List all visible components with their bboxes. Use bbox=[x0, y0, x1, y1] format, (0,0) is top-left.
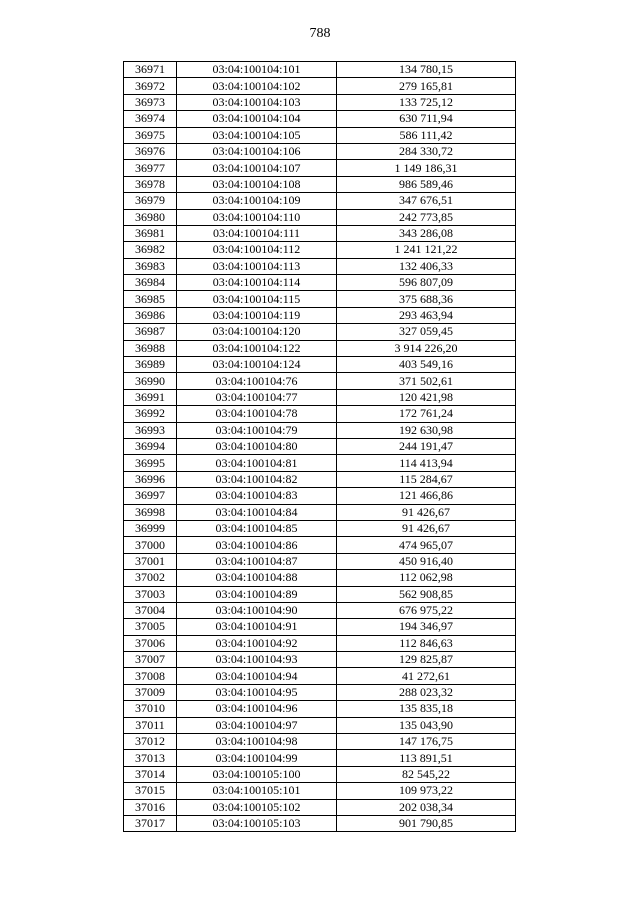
row-number-cell: 37010 bbox=[124, 701, 177, 717]
table-row bbox=[124, 324, 516, 340]
table-row bbox=[124, 143, 516, 159]
row-number-cell: 36974 bbox=[124, 111, 177, 127]
table-row bbox=[124, 193, 516, 209]
cadastral-value-cell: 986 589,46 bbox=[337, 176, 516, 192]
row-number-cell: 36971 bbox=[124, 62, 177, 78]
table-row bbox=[124, 635, 516, 651]
row-number-cell: 36979 bbox=[124, 193, 177, 209]
cadastral-value-cell: 172 761,24 bbox=[337, 406, 516, 422]
cadastral-value-cell: 121 466,86 bbox=[337, 488, 516, 504]
table-row bbox=[124, 62, 516, 78]
cadastral-value-cell: 133 725,12 bbox=[337, 94, 516, 110]
cadastral-number-cell: 03:04:100104:124 bbox=[177, 357, 337, 373]
cadastral-number-cell: 03:04:100104:102 bbox=[177, 78, 337, 94]
cadastral-number-cell: 03:04:100104:106 bbox=[177, 143, 337, 159]
row-number-cell: 36981 bbox=[124, 225, 177, 241]
cadastral-number-cell: 03:04:100104:82 bbox=[177, 471, 337, 487]
row-number-cell: 37004 bbox=[124, 602, 177, 618]
table-row bbox=[124, 111, 516, 127]
cadastral-value-cell: 115 284,67 bbox=[337, 471, 516, 487]
cadastral-number-cell: 03:04:100104:122 bbox=[177, 340, 337, 356]
table-row bbox=[124, 258, 516, 274]
cadastral-value-cell: 1 241 121,22 bbox=[337, 242, 516, 258]
row-number-cell: 36986 bbox=[124, 307, 177, 323]
cadastral-value-cell: 450 916,40 bbox=[337, 553, 516, 569]
table-row bbox=[124, 570, 516, 586]
cadastral-value-cell: 630 711,94 bbox=[337, 111, 516, 127]
row-number-cell: 37005 bbox=[124, 619, 177, 635]
cadastral-value-cell: 112 846,63 bbox=[337, 635, 516, 651]
cadastral-number-cell: 03:04:100105:101 bbox=[177, 783, 337, 799]
table-row bbox=[124, 537, 516, 553]
cadastral-number-cell: 03:04:100104:101 bbox=[177, 62, 337, 78]
cadastral-value-cell: 135 043,90 bbox=[337, 717, 516, 733]
table-row bbox=[124, 291, 516, 307]
cadastral-value-cell: 403 549,16 bbox=[337, 357, 516, 373]
cadastral-value-cell: 242 773,85 bbox=[337, 209, 516, 225]
row-number-cell: 36978 bbox=[124, 176, 177, 192]
row-number-cell: 37003 bbox=[124, 586, 177, 602]
cadastral-number-cell: 03:04:100104:77 bbox=[177, 389, 337, 405]
cadastral-number-cell: 03:04:100105:103 bbox=[177, 815, 337, 831]
cadastral-value-cell: 676 975,22 bbox=[337, 602, 516, 618]
cadastral-number-cell: 03:04:100104:86 bbox=[177, 537, 337, 553]
cadastral-number-cell: 03:04:100104:90 bbox=[177, 602, 337, 618]
row-number-cell: 37017 bbox=[124, 815, 177, 831]
table-row bbox=[124, 422, 516, 438]
table-row bbox=[124, 815, 516, 831]
row-number-cell: 36993 bbox=[124, 422, 177, 438]
cadastral-number-cell: 03:04:100104:88 bbox=[177, 570, 337, 586]
table-row bbox=[124, 275, 516, 291]
row-number-cell: 36985 bbox=[124, 291, 177, 307]
cadastral-value-cell: 327 059,45 bbox=[337, 324, 516, 340]
cadastral-number-cell: 03:04:100104:78 bbox=[177, 406, 337, 422]
row-number-cell: 37015 bbox=[124, 783, 177, 799]
row-number-cell: 37000 bbox=[124, 537, 177, 553]
cadastral-value-cell: 192 630,98 bbox=[337, 422, 516, 438]
cadastral-number-cell: 03:04:100104:99 bbox=[177, 750, 337, 766]
row-number-cell: 36994 bbox=[124, 438, 177, 454]
cadastral-number-cell: 03:04:100104:89 bbox=[177, 586, 337, 602]
table-row bbox=[124, 340, 516, 356]
table-row bbox=[124, 160, 516, 176]
cadastral-value-cell: 293 463,94 bbox=[337, 307, 516, 323]
row-number-cell: 36990 bbox=[124, 373, 177, 389]
table-row bbox=[124, 701, 516, 717]
cadastral-number-cell: 03:04:100104:108 bbox=[177, 176, 337, 192]
row-number-cell: 36980 bbox=[124, 209, 177, 225]
table-row bbox=[124, 553, 516, 569]
cadastral-value-cell: 132 406,33 bbox=[337, 258, 516, 274]
row-number-cell: 36977 bbox=[124, 160, 177, 176]
cadastral-value-cell: 279 165,81 bbox=[337, 78, 516, 94]
table-row bbox=[124, 209, 516, 225]
table-row bbox=[124, 504, 516, 520]
table-row bbox=[124, 602, 516, 618]
cadastral-number-cell: 03:04:100104:92 bbox=[177, 635, 337, 651]
row-number-cell: 36972 bbox=[124, 78, 177, 94]
cadastral-value-cell: 91 426,67 bbox=[337, 520, 516, 536]
cadastral-number-cell: 03:04:100104:85 bbox=[177, 520, 337, 536]
row-number-cell: 36983 bbox=[124, 258, 177, 274]
cadastral-value-cell: 596 807,09 bbox=[337, 275, 516, 291]
row-number-cell: 37011 bbox=[124, 717, 177, 733]
table-row bbox=[124, 586, 516, 602]
table-row bbox=[124, 799, 516, 815]
table-row bbox=[124, 488, 516, 504]
row-number-cell: 37002 bbox=[124, 570, 177, 586]
table-row bbox=[124, 455, 516, 471]
cadastral-value-cell: 1 149 186,31 bbox=[337, 160, 516, 176]
cadastral-number-cell: 03:04:100104:119 bbox=[177, 307, 337, 323]
cadastral-value-cell: 3 914 226,20 bbox=[337, 340, 516, 356]
table-row bbox=[124, 389, 516, 405]
row-number-cell: 36997 bbox=[124, 488, 177, 504]
table-row bbox=[124, 783, 516, 799]
cadastral-value-cell: 474 965,07 bbox=[337, 537, 516, 553]
table-row bbox=[124, 373, 516, 389]
cadastral-number-cell: 03:04:100104:83 bbox=[177, 488, 337, 504]
table-row bbox=[124, 127, 516, 143]
cadastral-number-cell: 03:04:100104:91 bbox=[177, 619, 337, 635]
cadastral-value-cell: 562 908,85 bbox=[337, 586, 516, 602]
table-row bbox=[124, 357, 516, 373]
table-body bbox=[124, 62, 516, 832]
cadastral-number-cell: 03:04:100104:111 bbox=[177, 225, 337, 241]
row-number-cell: 36988 bbox=[124, 340, 177, 356]
table-row bbox=[124, 717, 516, 733]
cadastral-number-cell: 03:04:100104:114 bbox=[177, 275, 337, 291]
cadastral-number-cell: 03:04:100104:112 bbox=[177, 242, 337, 258]
row-number-cell: 36996 bbox=[124, 471, 177, 487]
row-number-cell: 36995 bbox=[124, 455, 177, 471]
cadastral-value-cell: 586 111,42 bbox=[337, 127, 516, 143]
page-number: 788 bbox=[309, 26, 331, 41]
row-number-cell: 36992 bbox=[124, 406, 177, 422]
cadastral-value-cell: 343 286,08 bbox=[337, 225, 516, 241]
row-number-cell: 36999 bbox=[124, 520, 177, 536]
cadastral-value-cell: 41 272,61 bbox=[337, 668, 516, 684]
row-number-cell: 37008 bbox=[124, 668, 177, 684]
row-number-cell: 36973 bbox=[124, 94, 177, 110]
cadastral-number-cell: 03:04:100104:93 bbox=[177, 652, 337, 668]
table-row bbox=[124, 750, 516, 766]
table-row bbox=[124, 734, 516, 750]
table-row bbox=[124, 94, 516, 110]
row-number-cell: 36987 bbox=[124, 324, 177, 340]
cadastral-value-cell: 371 502,61 bbox=[337, 373, 516, 389]
table-row bbox=[124, 766, 516, 782]
row-number-cell: 37009 bbox=[124, 684, 177, 700]
cadastral-number-cell: 03:04:100104:81 bbox=[177, 455, 337, 471]
cadastral-value-cell: 288 023,32 bbox=[337, 684, 516, 700]
cadastral-value-cell: 135 835,18 bbox=[337, 701, 516, 717]
cadastral-number-cell: 03:04:100104:95 bbox=[177, 684, 337, 700]
cadastral-number-cell: 03:04:100104:98 bbox=[177, 734, 337, 750]
table-row bbox=[124, 176, 516, 192]
cadastral-number-cell: 03:04:100104:104 bbox=[177, 111, 337, 127]
cadastral-value-cell: 82 545,22 bbox=[337, 766, 516, 782]
cadastral-value-cell: 113 891,51 bbox=[337, 750, 516, 766]
cadastral-value-cell: 91 426,67 bbox=[337, 504, 516, 520]
cadastral-number-cell: 03:04:100104:76 bbox=[177, 373, 337, 389]
row-number-cell: 36991 bbox=[124, 389, 177, 405]
cadastral-value-cell: 112 062,98 bbox=[337, 570, 516, 586]
cadastral-value-cell: 375 688,36 bbox=[337, 291, 516, 307]
cadastral-value-cell: 202 038,34 bbox=[337, 799, 516, 815]
table-row bbox=[124, 619, 516, 635]
table-row bbox=[124, 652, 516, 668]
cadastral-value-cell: 147 176,75 bbox=[337, 734, 516, 750]
cadastral-number-cell: 03:04:100104:97 bbox=[177, 717, 337, 733]
cadastral-value-cell: 114 413,94 bbox=[337, 455, 516, 471]
cadastral-number-cell: 03:04:100104:105 bbox=[177, 127, 337, 143]
cadastral-value-cell: 120 421,98 bbox=[337, 389, 516, 405]
table-row bbox=[124, 438, 516, 454]
table-row bbox=[124, 668, 516, 684]
row-number-cell: 37016 bbox=[124, 799, 177, 815]
row-number-cell: 37013 bbox=[124, 750, 177, 766]
cadastral-number-cell: 03:04:100104:107 bbox=[177, 160, 337, 176]
cadastral-value-cell: 194 346,97 bbox=[337, 619, 516, 635]
cadastral-number-cell: 03:04:100104:110 bbox=[177, 209, 337, 225]
cadastral-number-cell: 03:04:100104:113 bbox=[177, 258, 337, 274]
table-row bbox=[124, 520, 516, 536]
cadastral-number-cell: 03:04:100105:100 bbox=[177, 766, 337, 782]
cadastral-value-cell: 244 191,47 bbox=[337, 438, 516, 454]
table-row bbox=[124, 307, 516, 323]
row-number-cell: 36998 bbox=[124, 504, 177, 520]
cadastral-number-cell: 03:04:100104:103 bbox=[177, 94, 337, 110]
cadastral-value-cell: 347 676,51 bbox=[337, 193, 516, 209]
cadastral-number-cell: 03:04:100104:84 bbox=[177, 504, 337, 520]
cadastral-number-cell: 03:04:100104:79 bbox=[177, 422, 337, 438]
table-row bbox=[124, 406, 516, 422]
table-row bbox=[124, 471, 516, 487]
cadastral-value-cell: 901 790,85 bbox=[337, 815, 516, 831]
row-number-cell: 37014 bbox=[124, 766, 177, 782]
cadastral-number-cell: 03:04:100104:120 bbox=[177, 324, 337, 340]
row-number-cell: 37001 bbox=[124, 553, 177, 569]
cadastral-number-cell: 03:04:100104:80 bbox=[177, 438, 337, 454]
row-number-cell: 36976 bbox=[124, 143, 177, 159]
table-row bbox=[124, 225, 516, 241]
cadastral-value-cell: 134 780,15 bbox=[337, 62, 516, 78]
cadastral-number-cell: 03:04:100104:87 bbox=[177, 553, 337, 569]
row-number-cell: 36984 bbox=[124, 275, 177, 291]
table-row bbox=[124, 684, 516, 700]
row-number-cell: 37006 bbox=[124, 635, 177, 651]
cadastral-value-cell: 109 973,22 bbox=[337, 783, 516, 799]
cadastral-value-cell: 129 825,87 bbox=[337, 652, 516, 668]
cadastral-value-cell: 284 330,72 bbox=[337, 143, 516, 159]
row-number-cell: 36975 bbox=[124, 127, 177, 143]
row-number-cell: 36989 bbox=[124, 357, 177, 373]
row-number-cell: 37007 bbox=[124, 652, 177, 668]
table-row bbox=[124, 242, 516, 258]
cadastral-number-cell: 03:04:100104:115 bbox=[177, 291, 337, 307]
row-number-cell: 37012 bbox=[124, 734, 177, 750]
cadastral-number-cell: 03:04:100105:102 bbox=[177, 799, 337, 815]
table-row bbox=[124, 78, 516, 94]
cadastral-value-table bbox=[123, 61, 516, 832]
cadastral-number-cell: 03:04:100104:94 bbox=[177, 668, 337, 684]
cadastral-number-cell: 03:04:100104:96 bbox=[177, 701, 337, 717]
row-number-cell: 36982 bbox=[124, 242, 177, 258]
cadastral-number-cell: 03:04:100104:109 bbox=[177, 193, 337, 209]
